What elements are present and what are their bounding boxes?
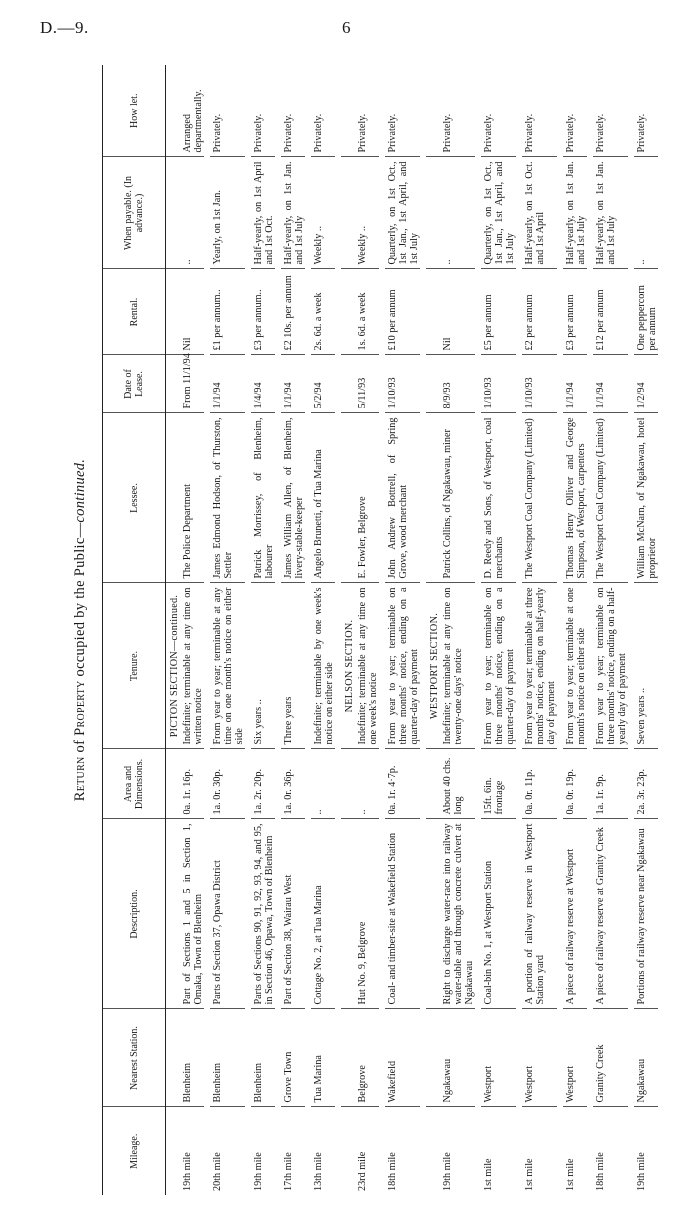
lessee-cell: James William Allen, of Blenheim, livery-stable-keeper (281, 413, 305, 583)
section-spacer (341, 157, 355, 269)
lessee-cell: The Westport Coal Company (Limited) (593, 413, 628, 583)
table-row (522, 65, 557, 1195)
header-payable: When payable. (In advance.) (103, 157, 166, 269)
header-station: Nearest Station. (103, 1009, 166, 1107)
area-cell: 0a. 1r. 4·7p. (385, 749, 420, 819)
date-cell: 5/2/94 (311, 355, 335, 413)
section-spacer (341, 355, 355, 413)
section-spacer (426, 355, 440, 413)
tenure-cell: From year to year; terminable on three months' notice, ending on a quarter-day of payment (481, 583, 516, 749)
title-rest: occupied by the Public— (72, 522, 88, 677)
mileage-cell: 1st mile (565, 1158, 576, 1191)
description-cell: Part of Section 38, Wairau West (281, 819, 305, 1009)
section-spacer (426, 269, 440, 355)
area-cell: 0a. 1r. 16p. (180, 749, 204, 819)
header-how-let: How let. (103, 65, 166, 157)
date-cell: 1/10/93 (385, 355, 420, 413)
header-description: Description. (103, 819, 166, 1009)
how-let-cell: Privately. (522, 65, 557, 157)
lessee-cell: Patrick Collins, of Ngakawau, miner (440, 413, 475, 583)
date-cell: 1/10/93 (522, 355, 557, 413)
description-cell: Cottage No. 2, at Tua Marina (311, 819, 335, 1009)
mileage-cell: 19th mile (182, 1152, 193, 1191)
mileage-cell: 1st mile (483, 1158, 494, 1191)
area-cell: 1a. 0r. 30p. (210, 749, 245, 819)
section-spacer (341, 1009, 355, 1107)
rental-cell: Nil (180, 269, 204, 355)
date-cell: 1/1/94 (593, 355, 628, 413)
description-cell: A piece of railway reserve at Westport (563, 819, 587, 1009)
mileage-cell: 20th mile (212, 1152, 223, 1191)
section-title: WESTPORT SECTION. (426, 583, 440, 749)
table-row (355, 65, 379, 1195)
section-title-row (426, 65, 440, 1195)
area-cell: 1a. 2r. 20p. (251, 749, 275, 819)
station-cell: Wakefield (385, 1009, 420, 1107)
area-cell: 0a. 0r. 11p. (522, 749, 557, 819)
table-row (251, 65, 275, 1195)
lessee-cell: D. Reedy and Sons, of Westport, coal merchants (481, 413, 516, 583)
area-cell: 2a. 3r. 23p. (634, 749, 658, 819)
section-title: PICTON SECTION—continued. (166, 583, 181, 749)
how-let-cell: Privately. (385, 65, 420, 157)
station-cell: Westport (522, 1009, 557, 1107)
section-spacer (426, 1009, 440, 1107)
description-cell: Portions of railway reserve near Ngakawau (634, 819, 658, 1009)
tenure-cell: From year to year; terminable at three months' notice, ending on half-yearly day of payment (522, 583, 557, 749)
rental-cell: £2 per annum (522, 269, 557, 355)
page-number: 6 (342, 18, 351, 37)
section-spacer (166, 269, 181, 355)
how-let-cell: Privately. (281, 65, 305, 157)
how-let-cell: Privately. (634, 65, 658, 157)
rental-cell: £1 per annum.. (210, 269, 245, 355)
section-spacer (341, 413, 355, 583)
title-continued: continued. (72, 458, 88, 523)
tenure-cell: Indefinite; terminable at any time on twenty-one days' notice (440, 583, 475, 749)
payable-cell: Yearly, on 1st Jan. (210, 157, 245, 269)
area-cell: 1a. 1r. 9p. (593, 749, 628, 819)
description-cell: Parts of Section 37, Opawa District (210, 819, 245, 1009)
tenure-cell: Indefinite; terminable at any time on one week's notice (355, 583, 379, 749)
header-tenure: Tenure. (103, 583, 166, 749)
rental-cell: £3 per annum.. (251, 269, 275, 355)
rental-cell: £12 per annum (593, 269, 628, 355)
description-cell: Coal-bin No. 1, at Westport Station (481, 819, 516, 1009)
area-cell: 1a. 0r. 36p. (281, 749, 305, 819)
payable-cell: Half-yearly, on 1st Jan. and 1st July (563, 157, 587, 269)
area-cell: .. (311, 749, 335, 819)
tenure-cell: Three years (281, 583, 305, 749)
how-let-cell: Privately. (593, 65, 628, 157)
how-let-cell: Privately. (311, 65, 335, 157)
section-spacer (426, 157, 440, 269)
tenure-cell: Six years .. (251, 583, 275, 749)
property-table (102, 65, 664, 1195)
payable-cell: .. (634, 157, 658, 269)
mileage-cell: 13th mile (313, 1152, 324, 1191)
rental-cell: £2 10s. per annum (281, 269, 305, 355)
how-let-cell: Privately. (563, 65, 587, 157)
section-title-row (166, 65, 181, 1195)
how-let-cell: Arranged departmentally. (180, 65, 204, 157)
row-spacer (658, 65, 664, 1195)
rental-cell: 1s. 6d. a week (355, 269, 379, 355)
table-row (180, 65, 204, 1195)
header-rental: Rental. (103, 269, 166, 355)
station-cell: Westport (563, 1009, 587, 1107)
payable-cell: Half-yearly, on 1st Jan. and 1st July (281, 157, 305, 269)
payable-cell: Quarterly, on 1st Oct., 1st Jan., 1st April, and 1st July (481, 157, 516, 269)
how-let-cell: Privately. (210, 65, 245, 157)
area-cell: 0a. 0r. 19p. (563, 749, 587, 819)
table-row (563, 65, 587, 1195)
table-row (440, 65, 475, 1195)
table-row (481, 65, 516, 1195)
date-cell: 1/10/93 (481, 355, 516, 413)
title-property: Property (72, 680, 88, 736)
how-let-cell: Privately. (481, 65, 516, 157)
section-spacer (341, 65, 355, 157)
rental-cell: £3 per annum (563, 269, 587, 355)
how-let-cell: Privately. (251, 65, 275, 157)
table-row (210, 65, 245, 1195)
tenure-cell: Indefinite; terminable by one week's notice on either side (311, 583, 335, 749)
payable-cell: Quarterly, on 1st Oct., 1st Jan., 1st April, and 1st July (385, 157, 420, 269)
lessee-cell: E. Fowler, Belgrove (355, 413, 379, 583)
tenure-cell: From year to year; terminable at any time on one month's notice on either side (210, 583, 245, 749)
lessee-cell: The Westport Coal Company (Limited) (522, 413, 557, 583)
table-body (166, 65, 665, 1195)
lessee-cell: James Edmond Hodson, of Thurston, Settler (210, 413, 245, 583)
mileage-cell: 18th mile (595, 1152, 606, 1191)
section-spacer (426, 749, 440, 819)
mileage-cell: 1st mile (524, 1158, 535, 1191)
section-spacer (166, 65, 181, 157)
section-spacer (166, 1107, 181, 1195)
section-spacer (166, 819, 181, 1009)
section-spacer (166, 749, 181, 819)
section-spacer (341, 749, 355, 819)
mileage-cell: 18th mile (387, 1152, 398, 1191)
station-cell: Ngakawau (440, 1009, 475, 1107)
payable-cell: .. (180, 157, 204, 269)
mileage-cell: 23rd mile (357, 1151, 368, 1191)
document-code: D.—9. (40, 18, 89, 37)
section-spacer (166, 157, 181, 269)
section-spacer (426, 65, 440, 157)
rental-cell: 2s. 6d. a week (311, 269, 335, 355)
description-cell: Coal- and timber-site at Wakefield Station (385, 819, 420, 1009)
section-spacer (166, 1009, 181, 1107)
header-mileage: Mileage. (103, 1107, 166, 1195)
payable-cell: Weekly .. (311, 157, 335, 269)
lessee-cell: Angelo Brunetti, of Tua Marina (311, 413, 335, 583)
mileage-cell: 17th mile (283, 1152, 294, 1191)
tenure-cell: Seven years .. (634, 583, 658, 749)
table-row (281, 65, 305, 1195)
station-cell: Blenheim (210, 1009, 245, 1107)
tenure-cell: From year to year; terminable at one month's notice on either side (563, 583, 587, 749)
description-cell: Right to discharge water-race into railway water-table and through concrete culvert at Ngakawau (440, 819, 475, 1009)
section-title-row (341, 65, 355, 1195)
rental-cell: One peppercorn per annum (634, 269, 658, 355)
section-spacer (426, 1107, 440, 1195)
header-date: Date of Lease. (103, 355, 166, 413)
date-cell: 1/1/94 (281, 355, 305, 413)
description-cell: Part of Sections 1 and 5 in Section 1, Omaka, Town of Blenheim (180, 819, 204, 1009)
section-spacer (166, 413, 181, 583)
section-spacer (341, 1107, 355, 1195)
lessee-cell: John Andrew Bottrell, of Spring Grove, wood merchant (385, 413, 420, 583)
section-spacer (426, 413, 440, 583)
area-cell: .. (355, 749, 379, 819)
lessee-cell: William McNarn, of Ngakawau, hotel proprietor (634, 413, 658, 583)
how-let-cell: Privately. (440, 65, 475, 157)
header-row (103, 65, 166, 1195)
date-cell: 1/1/94 (563, 355, 587, 413)
rental-cell: £5 per annum (481, 269, 516, 355)
header-lessee: Lessee. (103, 413, 166, 583)
station-cell: Blenheim (180, 1009, 204, 1107)
lessee-cell: Patrick Morrissey, of Blenheim, labourer (251, 413, 275, 583)
table-row (593, 65, 628, 1195)
description-cell: Hut No. 9, Belgrove (355, 819, 379, 1009)
section-spacer (426, 819, 440, 1009)
description-cell: Parts of Sections 90, 91, 92, 93, 94, and 95, in Section 46, Opawa, Town of Blenheim (251, 819, 275, 1009)
description-cell: A piece of railway reserve at Granity Creek (593, 819, 628, 1009)
section-spacer (341, 819, 355, 1009)
title-of: of (72, 739, 88, 753)
mileage-cell: 19th mile (636, 1152, 647, 1191)
how-let-cell: Privately. (355, 65, 379, 157)
station-cell: Blenheim (251, 1009, 275, 1107)
date-cell: 1/1/94 (210, 355, 245, 413)
area-cell: About 40 chs. long (440, 749, 475, 819)
date-cell: From 11/1/94 (180, 355, 204, 413)
mileage-cell: 19th mile (253, 1152, 264, 1191)
payable-cell: Half-yearly, on 1st Oct. and 1st April (522, 157, 557, 269)
tenure-cell: From year to year; terminable on three months' notice, ending on a quarter-day of payment (385, 583, 420, 749)
section-spacer (166, 355, 181, 413)
station-cell: Belgrove (355, 1009, 379, 1107)
mileage-cell: 19th mile (442, 1152, 453, 1191)
station-cell: Grove Town (281, 1009, 305, 1107)
section-title: NELSON SECTION. (341, 583, 355, 749)
rental-cell: £10 per annum (385, 269, 420, 355)
station-cell: Ngakawau (634, 1009, 658, 1107)
payable-cell: Weekly .. (355, 157, 379, 269)
rotated-table-region (72, 65, 672, 1195)
header-area: Area and Dimensions. (103, 749, 166, 819)
page-title (72, 65, 100, 1195)
payable-cell: .. (440, 157, 475, 269)
date-cell: 1/4/94 (251, 355, 275, 413)
station-cell: Westport (481, 1009, 516, 1107)
table-row (634, 65, 658, 1195)
rental-cell: Nil (440, 269, 475, 355)
payable-cell: Half-yearly, on 1st Jan. and 1st July (593, 157, 628, 269)
date-cell: 1/2/94 (634, 355, 658, 413)
table-row (385, 65, 420, 1195)
station-cell: Granity Creek (593, 1009, 628, 1107)
tenure-cell: From year to year; terminable on three months' notice, ending on a half-yearly day of payment (593, 583, 628, 749)
description-cell: A portion of railway reserve in Westport Station yard (522, 819, 557, 1009)
station-cell: Tua Marina (311, 1009, 335, 1107)
row-spacer-cell (658, 65, 664, 1195)
section-spacer (341, 269, 355, 355)
tenure-cell: Indefinite; terminable at any time on written notice (180, 583, 204, 749)
date-cell: 8/9/93 (440, 355, 475, 413)
table-row (311, 65, 335, 1195)
area-cell: 15ft. 6in. frontage (481, 749, 516, 819)
lessee-cell: Thomas Henry Olliver and George Simpson, of Westport, carpenters (563, 413, 587, 583)
lessee-cell: The Police Department (180, 413, 204, 583)
date-cell: 5/11/93 (355, 355, 379, 413)
payable-cell: Half-yearly, on 1st April and 1st Oct. (251, 157, 275, 269)
title-return: Return (72, 756, 88, 802)
